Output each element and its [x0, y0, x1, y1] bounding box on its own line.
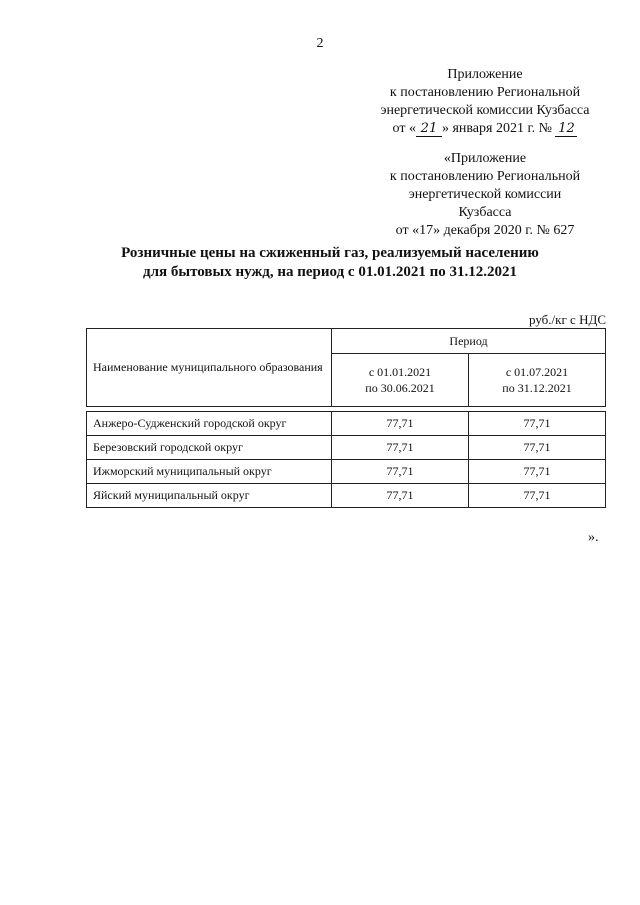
title-line-2: для бытовых нужд, на период с 01.01.2021 по 31.12.2021: [143, 264, 517, 280]
annex-line: от «17» декабря 2020 г. № 627: [395, 223, 575, 238]
row-price-period-1: 77,71: [332, 484, 469, 508]
row-municipality: Яйский муниципальный округ: [87, 484, 332, 508]
title-line-1: Розничные цены на сжиженный газ, реализуемый населению: [121, 245, 539, 261]
date-middle: » января 2021 г. №: [441, 121, 552, 136]
table-header-row: [87, 329, 606, 354]
row-municipality: Березовский городской округ: [87, 436, 332, 460]
prices-table: [86, 328, 606, 508]
period-from: с 01.07.2021: [505, 365, 569, 379]
table-row: [87, 436, 606, 460]
handwritten-number: 12: [555, 122, 577, 137]
row-municipality: Ижморский муниципальный округ: [87, 460, 332, 484]
row-price-period-2: 77,71: [469, 460, 606, 484]
row-price-period-1: 77,71: [332, 460, 469, 484]
annex-line: к постановлению Региональной: [389, 169, 581, 184]
annex-line: к постановлению Региональной: [389, 85, 581, 100]
row-municipality: Анжеро-Судженский городской округ: [87, 412, 332, 436]
row-price-period-1: 77,71: [332, 412, 469, 436]
row-price-period-1: 77,71: [332, 436, 469, 460]
annex-line: энергетической комиссии Кузбасса: [380, 103, 590, 118]
table-row: [87, 412, 606, 436]
annex-line: «Приложение: [443, 151, 527, 166]
annex-date-line: [360, 120, 610, 138]
document-title: [80, 244, 580, 282]
period-from: с 01.01.2021: [368, 365, 432, 379]
annex-previous: [360, 150, 610, 240]
header-municipality: Наименование муниципального образования: [87, 329, 332, 407]
row-price-period-2: 77,71: [469, 436, 606, 460]
page-number: 2: [316, 36, 324, 51]
annex-current: [360, 66, 610, 138]
row-price-period-2: 77,71: [469, 412, 606, 436]
annex-line: энергетической комиссии: [408, 187, 562, 202]
annex-line: Приложение: [447, 67, 523, 82]
row-price-period-2: 77,71: [469, 484, 606, 508]
handwritten-day: 21: [416, 122, 442, 137]
closing-quote: ».: [588, 530, 599, 545]
annex-line: Кузбасса: [458, 205, 512, 220]
header-period-2: [469, 354, 606, 407]
table-row: [87, 484, 606, 508]
period-to: по 31.12.2021: [502, 381, 572, 395]
header-period: Период: [332, 329, 606, 354]
header-period-1: [332, 354, 469, 407]
date-prefix: от «: [392, 121, 416, 136]
period-to: по 30.06.2021: [365, 381, 435, 395]
unit-label: руб./кг с НДС: [529, 312, 606, 327]
table-row: [87, 460, 606, 484]
